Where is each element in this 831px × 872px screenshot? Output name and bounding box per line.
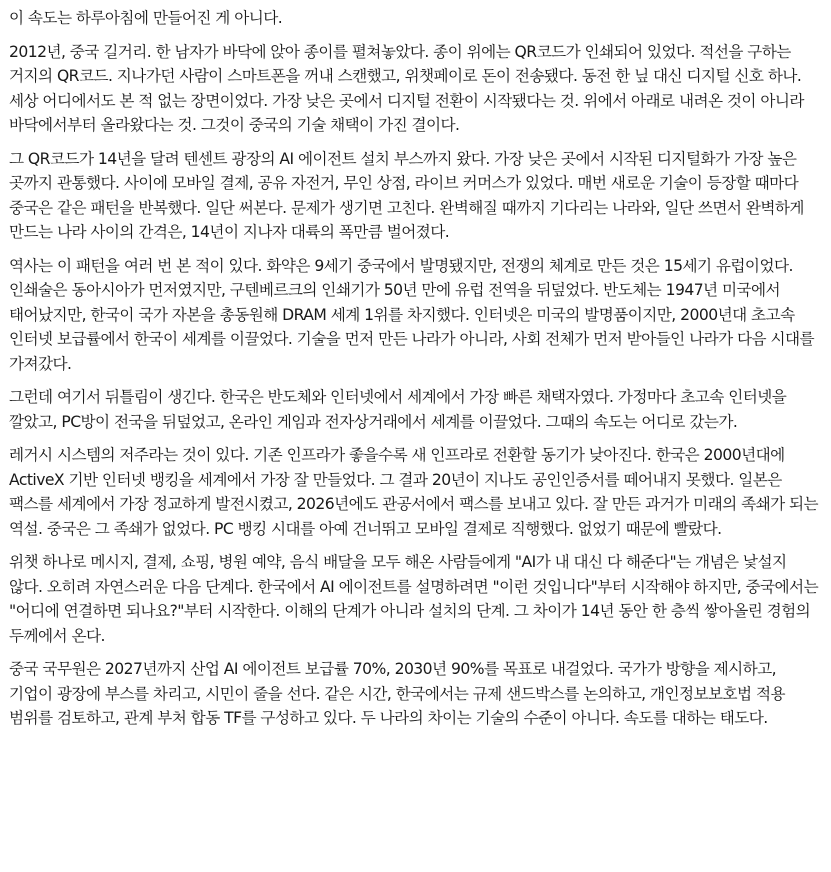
paragraph: 레거시 시스템의 저주라는 것이 있다. 기존 인프라가 좋을수록 새 인프라로 전환할 동기가 낮아진다. 한국은 2000년대에 ActiveX 기반 인터넷 뱅킹을 세계에서 가장 잘 만들었다. 그 결과 20년이 지나도 공인인증서를 떼어내지 못했다. 일본은 팩스를 세계에서 가장 정교하게 발전시켰고, 2026년에도 관공서에서 팩스를 보내고 있다. 잘 만든 과거가 미래의 족쇄가 되는 역설. 중국은 그 족쇄가 없었다. PC 뱅킹 시대를 아예 건너뛰고 모바일 결제로 직행했다. 없었기 때문에 빨랐다. (9, 446, 819, 538)
paragraph: 2012년, 중국 길거리. 한 남자가 바닥에 앉아 종이를 펼쳐놓았다. 종이 위에는 QR코드가 인쇄되어 있었다. 적선을 구하는 거지의 QR코드. 지나가던 사람이 스마트폰을 꺼내 스캔했고, 위챗페이로 돈이 전송됐다. 동전 한 닢 대신 디지털 신호 하나. 세상 어디에서도 본 적 없는 장면이었다. 가장 낮은 곳에서 디지털 전환이 시작됐다는 것. 위에서 아래로 내려온 것이 아니라 바닥에서부터 올라왔다는 것. 그것이 중국의 기술 채택이 가진 결이다. (9, 42, 804, 134)
paragraph: 그 QR코드가 14년을 달려 텐센트 광장의 AI 에이전트 설치 부스까지 왔다. 가장 낮은 곳에서 시작된 디지털화가 가장 높은 곳까지 관통했다. 사이에 모바일 결제, 공유 자전거, 무인 상점, 라이브 커머스가 있었다. 매번 새로운 기술이 등장할 때마다 중국은 같은 패턴을 반복했다. 일단 써본다. 문제가 생기면 고친다. 완벽해질 때까지 기다리는 나라와, 일단 쓰면서 완벽하게 만드는 나라 사이의 간격은, 14년이 지나자 대륙의 폭만큼 벌어졌다. (9, 149, 804, 241)
paragraph: 위챗 하나로 메시지, 결제, 쇼핑, 병원 예약, 음식 배달을 모두 해온 사람들에게 "AI가 내 대신 다 해준다"는 개념은 낯설지 않다. 오히려 자연스러운 다음 단계다. 한국에서 AI 에이전트를 설명하려면 "이런 것입니다"부터 시작해야 하지만, 중국에서는 "어디에 연결하면 되나요?"부터 시작한다. 이해의 단계가 아니라 설치의 단계. 그 차이가 14년 동안 한 층씩 쌓아올린 경험의 두께에서 온다. (9, 553, 819, 645)
paragraph: 이 속도는 하루아침에 만들어진 게 아니다. (9, 9, 283, 27)
paragraph: 역사는 이 패턴을 여러 번 본 적이 있다. 화약은 9세기 중국에서 발명됐지만, 전쟁의 체계로 만든 것은 15세기 유럽이었다. 인쇄술은 동아시아가 먼저였지만, 구텐베르크의 인쇄기가 50년 만에 유럽 전역을 뒤덮었다. 반도체는 1947년 미국에서 태어났지만, 한국이 국가 자본을 총동원해 DRAM 세계 1위를 차지했다. 인터넷은 미국의 발명품이지만, 2000년대 초고속 인터넷 보급률에서 한국이 세계를 이끌었다. 기술을 먼저 만든 나라가 아니라, 사회 전체가 먼저 받아들인 나라가 다음 시대를 가져갔다. (9, 256, 815, 373)
paragraph: 그런데 여기서 뒤틀림이 생긴다. 한국은 반도체와 인터넷에서 세계에서 가장 빠른 채택자였다. 가정마다 초고속 인터넷을 깔았고, PC방이 전국을 뒤덮었고, 온라인 게임과 전자상거래에서 세계를 이끌었다. 그때의 속도는 어디로 갔는가. (9, 388, 787, 431)
paragraph: 중국 국무원은 2027년까지 산업 AI 에이전트 보급률 70%, 2030년 90%를 목표로 내걸었다. 국가가 방향을 제시하고, 기업이 광장에 부스를 차리고, 시민이 줄을 선다. 같은 시간, 한국에서는 규제 샌드박스를 논의하고, 개인정보보호법 적용 범위를 검토하고, 관계 부처 합동 TF를 구성하고 있다. 두 나라의 차이는 기술의 수준이 아니다. 속도를 대하는 태도다. (9, 660, 785, 727)
